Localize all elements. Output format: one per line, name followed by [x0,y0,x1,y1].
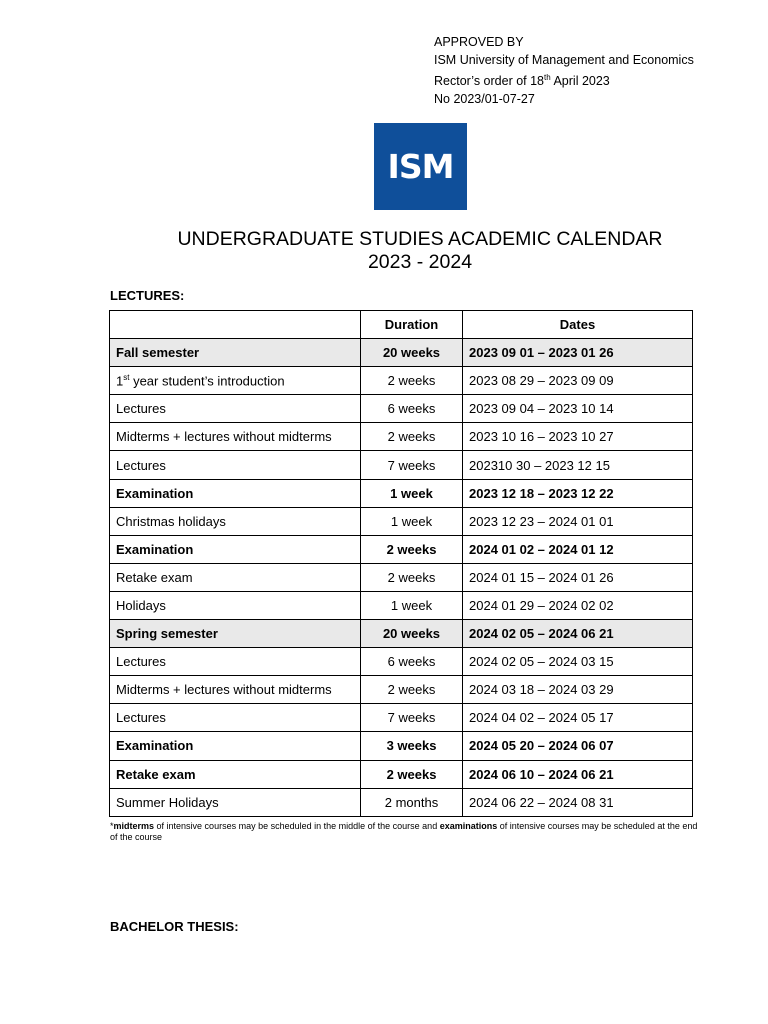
table-row [110,620,693,648]
row-period-name [110,367,361,395]
row-period-name: Christmas holidays [110,507,361,535]
row-duration: 20 weeks [361,339,463,367]
row-period-name: Lectures [110,648,361,676]
row-dates: 2024 02 05 – 2024 06 21 [463,620,693,648]
table-row [110,788,693,816]
table-row [110,648,693,676]
row-period-name: Spring semester [110,620,361,648]
row-duration: 1 week [361,479,463,507]
row-dates: 2024 06 22 – 2024 08 31 [463,788,693,816]
title-line-1: UNDERGRADUATE STUDIES ACADEMIC CALENDAR [177,228,663,250]
row-period-name: Lectures [110,451,361,479]
row-period-name: Lectures [110,395,361,423]
table-row [110,423,693,451]
row-duration: 20 weeks [361,620,463,648]
table-row [110,367,693,395]
row-duration: 1 week [361,507,463,535]
lectures-heading: LECTURES: [110,288,185,303]
row-duration: 2 weeks [361,676,463,704]
approval-order [434,69,694,91]
row-duration: 6 weeks [361,395,463,423]
approval-university: ISM University of Management and Economics [434,52,694,67]
row-dates: 2023 08 29 – 2023 09 09 [463,367,693,395]
footnote-examinations: examinations [439,821,498,831]
table-row [110,732,693,760]
table-row [110,760,693,788]
row-dates: 2024 01 15 – 2024 01 26 [463,563,693,591]
row-dates: 2023 09 04 – 2023 10 14 [463,395,693,423]
row-name-prefix: 1 [116,373,124,389]
page-title [110,228,730,274]
table-row [110,479,693,507]
row-dates: 2023 09 01 – 2023 01 26 [463,339,693,367]
ism-logo [374,123,467,210]
row-duration: 2 months [361,788,463,816]
header-duration: Duration [361,311,463,339]
row-period-name: Fall semester [110,339,361,367]
table-row [110,535,693,563]
row-dates: 2023 12 18 – 2023 12 22 [463,479,693,507]
thesis-heading: BACHELOR THESIS: [110,919,239,934]
table-row [110,704,693,732]
row-dates: 2024 04 02 – 2024 05 17 [463,704,693,732]
footnote-text-1: of intensive courses may be scheduled in the middle of the course and [154,821,440,831]
calendar-table [109,310,693,817]
row-duration: 6 weeks [361,648,463,676]
header-name [110,311,361,339]
table-row [110,591,693,619]
row-duration: 2 weeks [361,367,463,395]
table-row [110,507,693,535]
footnote-midterms: midterms [113,821,155,831]
table-row [110,563,693,591]
row-period-name: Retake exam [110,760,361,788]
order-text: Rector’s order of 18 [434,74,545,89]
header-dates: Dates [463,311,693,339]
row-duration: 2 weeks [361,423,463,451]
order-sup: th [544,73,551,82]
row-period-name: Midterms + lectures without midterms [110,423,361,451]
row-duration: 7 weeks [361,704,463,732]
table-header-row [110,311,693,339]
row-dates: 202310 30 – 2023 12 15 [463,451,693,479]
row-duration: 3 weeks [361,732,463,760]
order-date: April 2023 [550,74,610,89]
table-row [110,339,693,367]
row-dates: 2024 03 18 – 2024 03 29 [463,676,693,704]
row-duration: 2 weeks [361,535,463,563]
row-dates: 2024 01 29 – 2024 02 02 [463,591,693,619]
row-dates: 2024 05 20 – 2024 06 07 [463,732,693,760]
row-period-name: Retake exam [110,563,361,591]
row-period-name: Summer Holidays [110,788,361,816]
table-row [110,676,693,704]
footnote-text-2: of intensive courses may be scheduled at the end of the course [110,821,698,842]
logo-text: ISM [387,147,454,186]
row-duration: 2 weeks [361,563,463,591]
row-period-name: Examination [110,535,361,563]
footnote [110,821,700,843]
approval-number: No 2023/01-07-27 [434,91,535,106]
row-duration: 2 weeks [361,760,463,788]
approval-line: APPROVED BY [434,35,524,49]
table-row [110,395,693,423]
row-duration: 1 week [361,591,463,619]
row-dates: 2023 10 16 – 2023 10 27 [463,423,693,451]
row-dates: 2024 02 05 – 2024 03 15 [463,648,693,676]
approval-block [434,34,694,108]
row-duration: 7 weeks [361,451,463,479]
row-name-text: year student’s introduction [129,373,285,389]
row-name-sup: st [123,373,130,383]
table-row [110,451,693,479]
row-period-name: Midterms + lectures without midterms [110,676,361,704]
footnote-star: * [110,821,114,831]
row-dates: 2024 01 02 – 2024 01 12 [463,535,693,563]
row-dates: 2024 06 10 – 2024 06 21 [463,760,693,788]
table-body [110,339,693,817]
row-period-name: Lectures [110,704,361,732]
title-line-2: 2023 - 2024 [367,251,473,273]
row-period-name: Examination [110,479,361,507]
row-dates: 2023 12 23 – 2024 01 01 [463,507,693,535]
row-period-name: Examination [110,732,361,760]
row-period-name: Holidays [110,591,361,619]
